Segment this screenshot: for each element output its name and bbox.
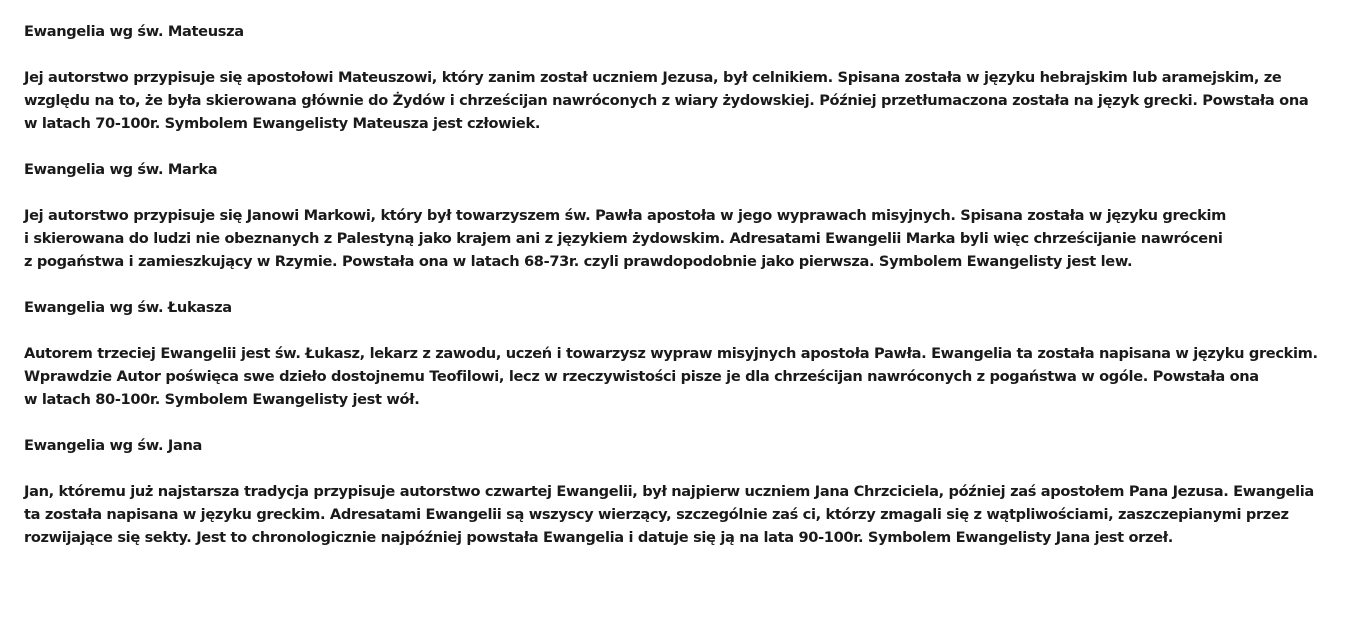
body-line: Autorem trzeciej Ewangelii jest św. Łukasz, lekarz z zawodu, uczeń i towarzysz wypraw misyjnych apostoła Pawła. Ewangelia ta została napisana w języku greckim. (24, 345, 1318, 362)
body-line: z pogaństwa i zamieszkujący w Rzymie. Powstała ona w latach 68-73r. czyli prawdopodobnie jako pierwsza. Symbolem Ewangelisty jest lew. (24, 253, 1133, 270)
body-line: Jej autorstwo przypisuje się Janowi Markowi, który był towarzyszem św. Pawła apostoła w jego wyprawach misyjnych. Spisana została w języku greckim (24, 207, 1227, 224)
section-heading: Ewangelia wg św. Jana (24, 437, 203, 454)
body-line: ta została napisana w języku greckim. Adresatami Ewangelii są wszyscy wierzący, szczególnie zaś ci, którzy zmagali się z wątpliwościami, zaszczepianymi przez (24, 506, 1289, 523)
body-line: i skierowana do ludzi nie obeznanych z Palestyną jako krajem ani z językiem żydowskim. Adresatami Ewangelii Marka byli więc chrześcijanie nawróceni (24, 230, 1223, 247)
document (24, 20, 1324, 572)
section-heading: Ewangelia wg św. Łukasza (24, 299, 232, 316)
section-marek (24, 158, 1324, 273)
section-body (24, 204, 1324, 273)
body-line: Jej autorstwo przypisuje się apostołowi Mateuszowi, który zanim został uczniem Jezusa, był celnikiem. Spisana została w języku hebrajskim lub aramejskim, ze (24, 69, 1282, 86)
section-body (24, 66, 1324, 135)
body-line: rozwijające się sekty. Jest to chronologicznie najpóźniej powstała Ewangelia i datuje się ją na lata 90-100r. Symbolem Ewangelisty Jana jest orzeł. (24, 529, 1173, 546)
section-mateusz (24, 20, 1324, 135)
section-heading: Ewangelia wg św. Mateusza (24, 23, 244, 40)
section-lukasz (24, 296, 1324, 411)
body-line: Jan, któremu już najstarsza tradycja przypisuje autorstwo czwartej Ewangelii, był najpierw uczniem Jana Chrzciciela, później zaś apostołem Pana Jezusa. Ewangelia (24, 483, 1314, 500)
body-line: w latach 70-100r. Symbolem Ewangelisty Mateusza jest człowiek. (24, 115, 541, 132)
body-line: Wprawdzie Autor poświęca swe dzieło dostojnemu Teofilowi, lecz w rzeczywistości pisze je dla chrześcijan nawróconych z pogaństwa w ogóle. Powstała ona (24, 368, 1259, 385)
body-line: względu na to, że była skierowana głównie do Żydów i chrześcijan nawróconych z wiary żydowskiej. Później przetłumaczona została na język grecki. Powstała ona (24, 92, 1309, 109)
section-jan (24, 434, 1324, 549)
section-heading: Ewangelia wg św. Marka (24, 161, 218, 178)
section-body (24, 342, 1324, 411)
section-body (24, 480, 1324, 549)
body-line: w latach 80-100r. Symbolem Ewangelisty jest wół. (24, 391, 420, 408)
